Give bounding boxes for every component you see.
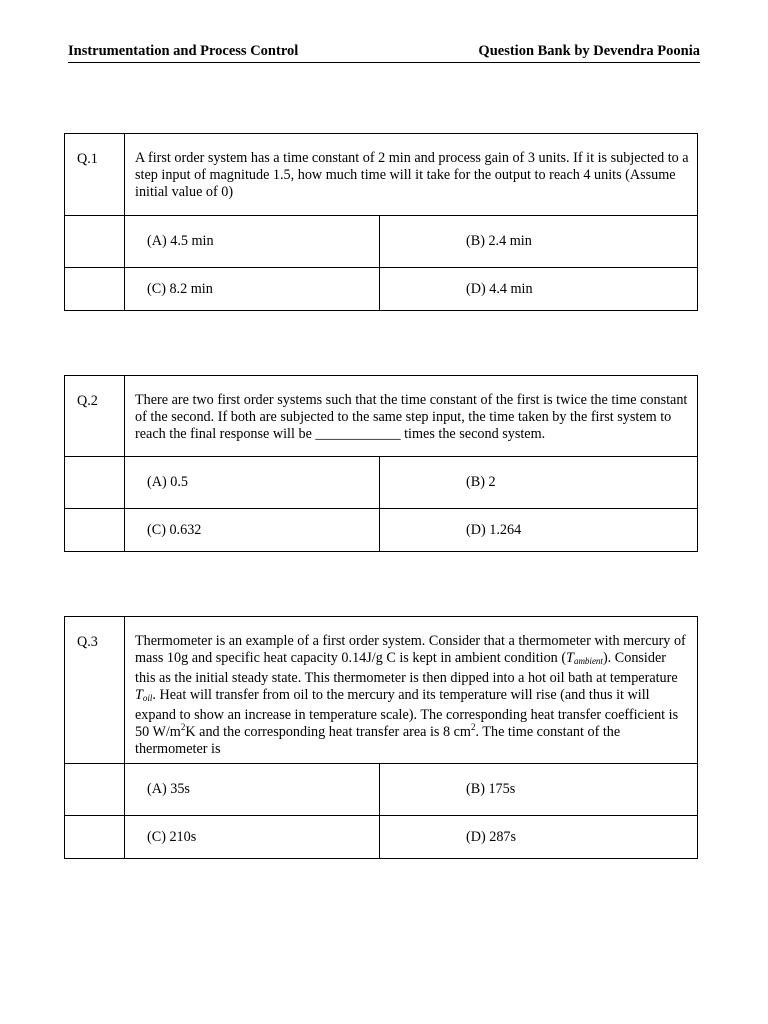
question-text: There are two first order systems such that the time constant of the first is twice the time constant of the second. If both are subjected to the same step input, the time taken by the first system to reach the final response will be ____________ times the second system. — [125, 376, 698, 457]
question-number: Q.2 — [65, 376, 125, 457]
question-number: Q.1 — [65, 134, 125, 216]
question-3-table — [64, 616, 698, 859]
question-text: A first order system has a time constant of 2 min and process gain of 3 units. If it is subjected to a step input of magnitude 1.5, how much time will it take for the output to reach 4 units (Assume initial value of 0) — [125, 134, 698, 216]
option-a[interactable]: (A) 0.5 — [125, 457, 380, 509]
page-header — [68, 42, 700, 63]
option-b[interactable]: (B) 2.4 min — [380, 216, 698, 268]
option-c[interactable]: (C) 8.2 min — [125, 268, 380, 311]
option-a[interactable]: (A) 4.5 min — [125, 216, 380, 268]
question-1-table — [64, 133, 698, 311]
question-number: Q.3 — [65, 617, 125, 764]
option-d[interactable]: (D) 287s — [380, 816, 698, 859]
header-course-title: Instrumentation and Process Control — [68, 43, 299, 59]
question-text: Thermometer is an example of a first order system. Consider that a thermometer with mercury of mass 10g and specific heat capacity 0.14J/g C is kept in ambient condition $(T_{ambient})$. Consider this as the initial steady state. This thermometer is then dipped into a hot oil bath at temperature $T_{oil}$. Heat will transfer from oil to the mercury and its temperature will rise (and thus it will expand to show an increase in temperature scale). The corresponding heat transfer coefficient is 50 $W/m^2K$ and the corresponding heat transfer area is 8 $cm^2$. The time constant of the thermometer is — [125, 617, 698, 764]
option-c[interactable]: (C) 210s — [125, 816, 380, 859]
question-2-table — [64, 375, 698, 552]
option-a[interactable]: (A) 35s — [125, 764, 380, 816]
header-author: Question Bank by Devendra Poonia — [478, 43, 700, 59]
option-c[interactable]: (C) 0.632 — [125, 509, 380, 552]
option-b[interactable]: (B) 175s — [380, 764, 698, 816]
option-d[interactable]: (D) 4.4 min — [380, 268, 698, 311]
option-d[interactable]: (D) 1.264 — [380, 509, 698, 552]
option-b[interactable]: (B) 2 — [380, 457, 698, 509]
